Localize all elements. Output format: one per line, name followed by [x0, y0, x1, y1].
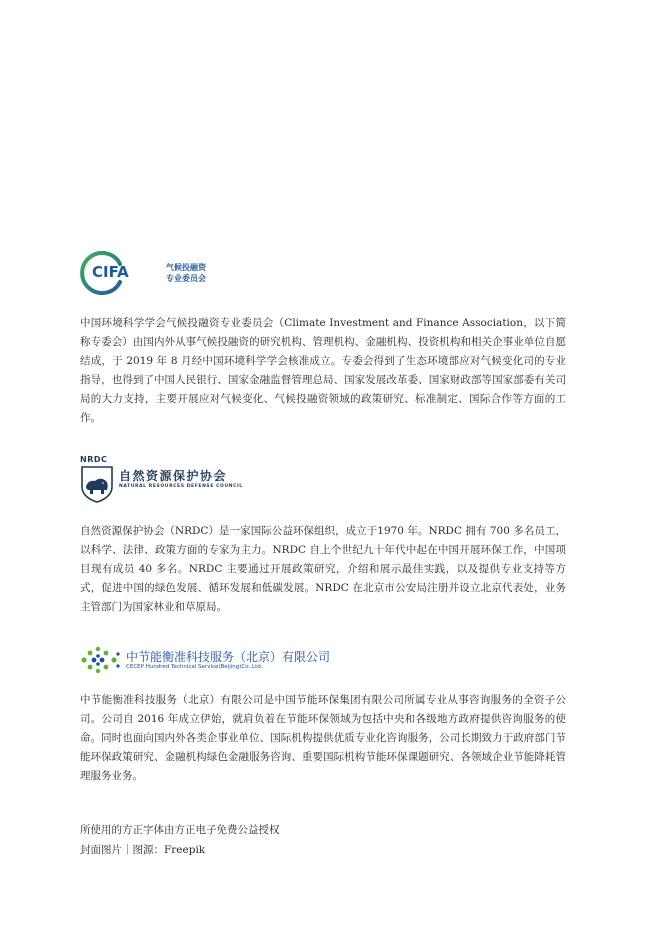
nrdc-logo-abbr: NRDC: [80, 455, 108, 464]
cecep-logo-en: CECEP Hundred Technical Service(Beijing)Co.,Ltd.: [126, 664, 263, 670]
cifa-logo-wordmark: CIFA: [92, 263, 129, 281]
nrdc-section: [80, 522, 566, 617]
cifa-logo: [80, 250, 220, 298]
polar-bear-shield-icon: [80, 465, 114, 503]
font-credit-text: 所使用的方正字体由方正电子免费公益授权: [80, 824, 280, 836]
cifa-logo-cn-line2: 专业委员会: [166, 274, 206, 283]
cifa-section: [80, 314, 566, 428]
cecep-logo-cn: 中节能衡准科技服务（北京）有限公司: [126, 650, 331, 664]
nrdc-description: 自然资源保护协会（NRDC）是一家国际公益环保组织，成立于1970 年。NRDC 拥有 700 多名员工，以科学、法律、政策方面的专家为主力。NRDC 自上个世纪九十年代中起在中国开展环保工作，中国项目现有成员 40 多名。NRDC 主要通过开展政策研究，介绍和展示最佳实践，以及提供专业支持等方式，促进中国的绿色发展、循环发展和低碳发展。NRDC 在北京市公安局注册并设立北京代表处，业务主管部门为国家林业和草原局。: [80, 525, 566, 613]
nrdc-logo: [78, 455, 243, 505]
cecep-description: 中节能衡准科技服务（北京）有限公司是中国节能环保集团有限公司所属专业从事咨询服务的全资子公司。公司自 2016 年成立伊始，就肩负着在节能环保领域为包括中央和各级地方政府提供咨询服务的使命。同时也面向国内外各类企事业单位、国际机构提供优质专业化咨询服务，公司长期致力于政府部门节能环保政策研究、金融机构绿色金融服务咨询、重要国际机构节能环保课题研究、各领域企业节能降耗管理服务业务。: [80, 694, 566, 782]
nrdc-logo-en: NATURAL RESOURCES DEFENSE COUNCIL: [119, 484, 243, 489]
cifa-logo-cn-line1: 气候投融资: [166, 263, 206, 272]
cecep-logo: [80, 644, 360, 676]
nrdc-logo-cn: 自然资源保护协会: [119, 469, 228, 483]
cecep-section: [80, 691, 566, 786]
image-credit-text: 封面图片｜图源：Freepik: [80, 844, 206, 856]
dot-cluster-logo-icon: [80, 646, 122, 674]
cifa-description: 中国环境科学学会气候投融资专业委员会（Climate Investment and Finance Association，以下简称专委会）由国内外从事气候投融资的研究机构、管理机构、金融机构、投资机构和相关企事业单位自愿结成，于 2019 年 8 月经中国环境科学学会核准成立。专委会得到了生态环境部应对气候变化司的专业指导，也得到了中国人民银行、国家金融监督管理总局、国家发展改革委、国家财政部等国家部委有关司局的大力支持，主要开展应对气候变化、气候投融资领域的政策研究、标准制定、国际合作等方面的工作。: [80, 317, 566, 424]
